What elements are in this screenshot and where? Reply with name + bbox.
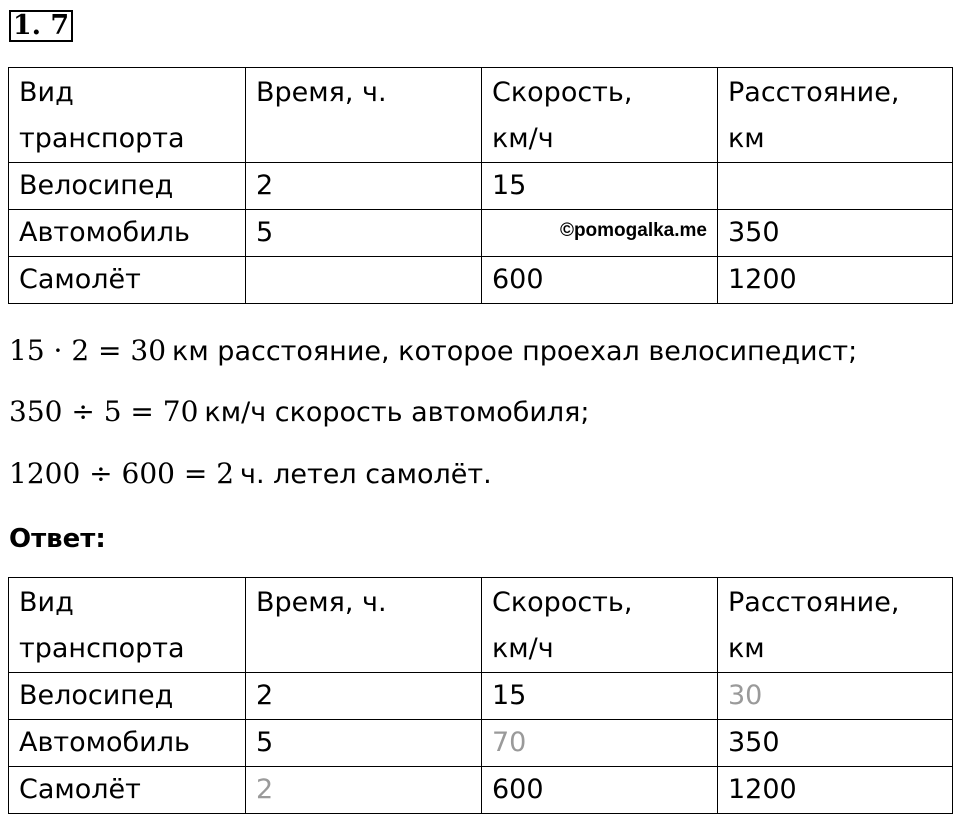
- cell-speed: 600: [482, 767, 718, 814]
- header-speed: Скорость, км/ч: [482, 68, 718, 163]
- cell-distance-answer: 30: [718, 673, 953, 720]
- cell-transport: Самолёт: [9, 257, 246, 304]
- cell-transport: Автомобиль: [9, 210, 246, 257]
- table-row: [9, 673, 953, 720]
- solution-line: [9, 334, 857, 369]
- header-speed: Скорость, км/ч: [482, 578, 718, 673]
- solution-line: [9, 395, 590, 430]
- solution-text: ч. летел самолёт.: [240, 459, 492, 490]
- solution-expression: 15 · 2 = 30: [9, 334, 167, 367]
- header-time: Время, ч.: [246, 578, 482, 673]
- cell-distance: 350: [718, 720, 953, 767]
- cell-time: [246, 257, 482, 304]
- cell-transport: Велосипед: [9, 163, 246, 210]
- cell-time: 2: [246, 673, 482, 720]
- watermark: ©pomogalka.me: [559, 220, 707, 241]
- table-row: [9, 767, 953, 814]
- table-row: [9, 210, 953, 257]
- task-number: 1. 7: [9, 10, 73, 42]
- table-row: [9, 163, 953, 210]
- table-row: [9, 720, 953, 767]
- cell-speed: 600: [482, 257, 718, 304]
- cell-transport: Велосипед: [9, 673, 246, 720]
- cell-time: 2: [246, 163, 482, 210]
- solution-expression: 1200 ÷ 600 = 2: [9, 457, 235, 490]
- cell-speed: 15: [482, 163, 718, 210]
- header-time: Время, ч.: [246, 68, 482, 163]
- cell-speed-answer: 70: [482, 720, 718, 767]
- task-table: [8, 67, 953, 304]
- table-header-row: [9, 578, 953, 673]
- cell-speed: [482, 210, 718, 257]
- cell-distance: [718, 163, 953, 210]
- solution-text: км расстояние, которое проехал велосипедист;: [172, 336, 858, 367]
- header-distance: Расстояние, км: [718, 68, 953, 163]
- solution-line: [9, 457, 492, 492]
- cell-transport: Автомобиль: [9, 720, 246, 767]
- table-row: [9, 257, 953, 304]
- table-header-row: [9, 68, 953, 163]
- cell-transport: Самолёт: [9, 767, 246, 814]
- cell-time: 5: [246, 210, 482, 257]
- solution-text: км/ч скорость автомобиля;: [204, 397, 590, 428]
- cell-distance: 1200: [718, 257, 953, 304]
- header-transport: Вид транспорта: [9, 68, 246, 163]
- answer-label: Ответ:: [9, 524, 106, 554]
- cell-distance: 1200: [718, 767, 953, 814]
- cell-speed: 15: [482, 673, 718, 720]
- solution-expression: 350 ÷ 5 = 70: [9, 395, 199, 428]
- cell-time-answer: 2: [246, 767, 482, 814]
- header-transport: Вид транспорта: [9, 578, 246, 673]
- header-distance: Расстояние, км: [718, 578, 953, 673]
- answer-table: [8, 577, 953, 814]
- cell-distance: 350: [718, 210, 953, 257]
- cell-time: 5: [246, 720, 482, 767]
